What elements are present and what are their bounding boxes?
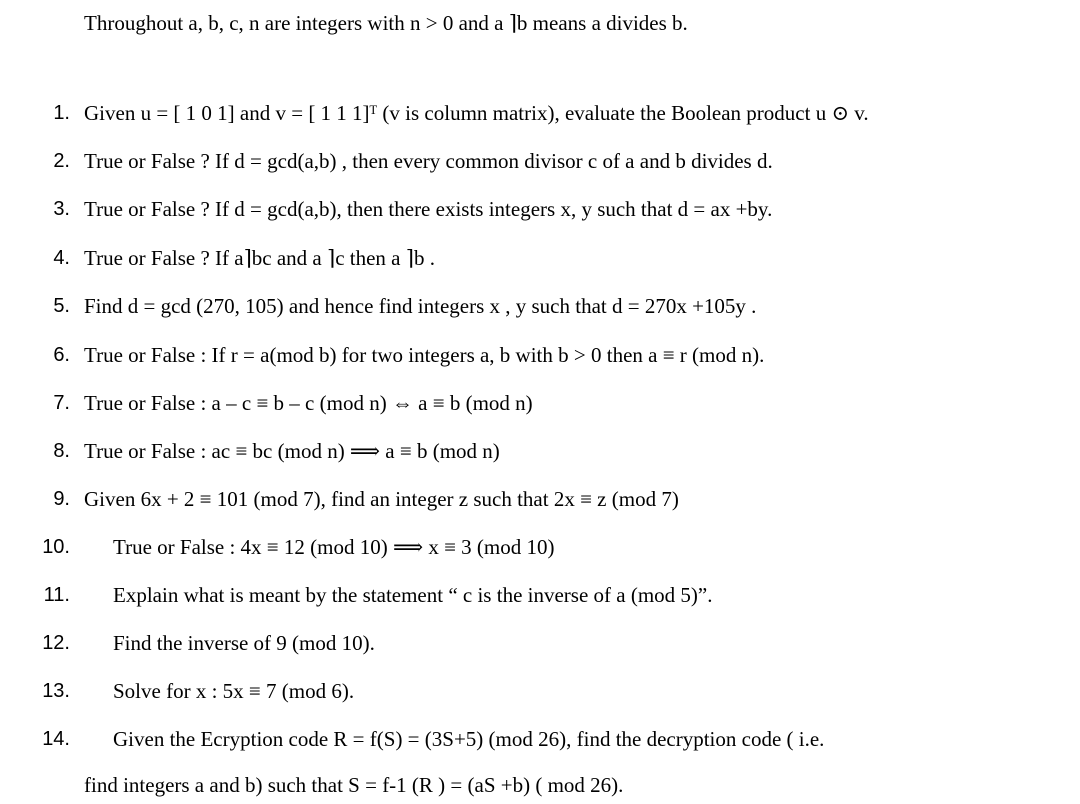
question-number: 14. — [42, 728, 70, 750]
question-text: True or False : 4x ≡ 12 (mod 10) ⟹ x ≡ 3 (mod 10) — [113, 535, 555, 559]
question-text: Solve for x : 5x ≡ 7 (mod 6). — [113, 679, 355, 703]
question-number: 12. — [42, 632, 70, 654]
question-text: Given u = [ 1 0 1] and v = [ 1 1 1]ᵀ (v is column matrix), evaluate the Boolean product u ⊙ v. — [84, 101, 869, 125]
question-text: Given 6x + 2 ≡ 101 (mod 7), find an integer z such that 2x ≡ z (mod 7) — [84, 487, 679, 511]
question-number: 8. — [53, 440, 70, 462]
question-text: True or False : ac ≡ bc (mod n) ⟹ a ≡ b (mod n) — [84, 439, 500, 463]
question-text: Explain what is meant by the statement “ c is the inverse of a (mod 5)”. — [113, 583, 713, 607]
intro-statement: Throughout a, b, c, n are integers with n > 0 and a ⌉b means a divides b. — [84, 11, 688, 35]
question-text: Given the Ecryption code R = f(S) = (3S+5) (mod 26), find the decryption code ( i.e. — [113, 727, 825, 751]
question-number: 3. — [53, 198, 70, 220]
question-text: Find d = gcd (270, 105) and hence find integers x , y such that d = 270x +105y . — [84, 294, 757, 318]
question-number: 4. — [53, 247, 70, 269]
question-text: True or False : a – c ≡ b – c (mod n) ⇔ a ≡ b (mod n) — [84, 391, 533, 415]
question-text: True or False ? If d = gcd(a,b), then there exists integers x, y such that d = ax +by. — [84, 197, 773, 221]
question-number: 10. — [42, 536, 70, 558]
question-14-continuation: find integers a and b) such that S = f-1 (R ) = (aS +b) ( mod 26). — [84, 773, 624, 797]
question-text: True or False : If r = a(mod b) for two integers a, b with b > 0 then a ≡ r (mod n). — [84, 343, 765, 367]
question-number: 5. — [53, 295, 70, 317]
question-number: 9. — [53, 488, 70, 510]
question-number: 6. — [53, 344, 70, 366]
question-number: 7. — [53, 392, 70, 414]
question-number: 11. — [43, 584, 70, 606]
question-number: 13. — [42, 680, 70, 702]
question-number: 1. — [53, 102, 70, 124]
question-text: Find the inverse of 9 (mod 10). — [113, 631, 375, 655]
question-text: True or False ? If a⌉bc and a ⌉c then a ⌉b . — [84, 246, 435, 270]
question-number: 2. — [53, 150, 70, 172]
question-text: True or False ? If d = gcd(a,b) , then every common divisor c of a and b divides d. — [84, 149, 773, 173]
